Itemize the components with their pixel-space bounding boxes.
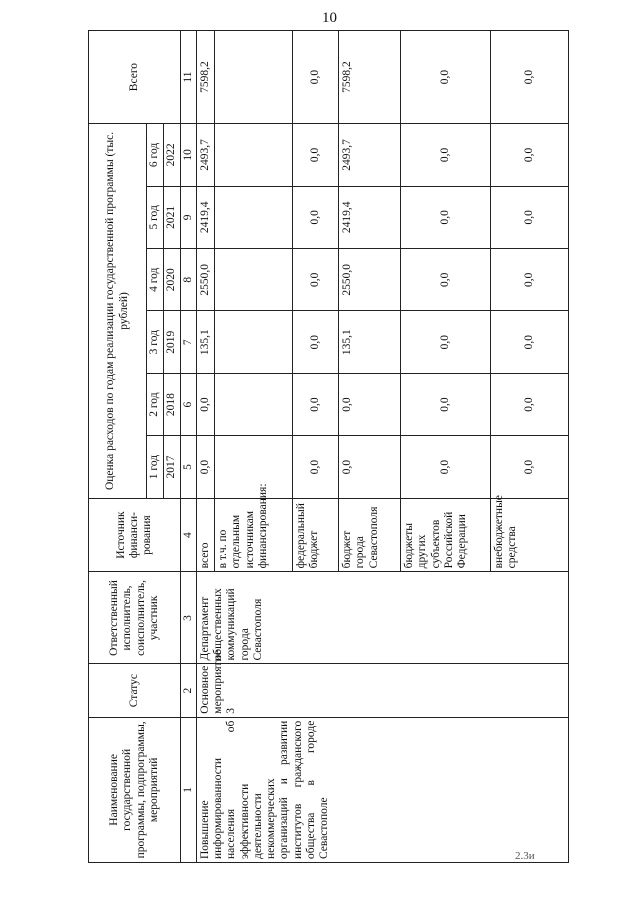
header-row-1: [89, 31, 147, 863]
value-cell: 135,1: [197, 311, 215, 373]
scan-mark: 2.3и: [515, 850, 535, 862]
year-value: 2021: [164, 186, 181, 248]
value-cell: [215, 436, 293, 498]
year-label: 5 год: [147, 186, 164, 248]
year-value: 2022: [164, 124, 181, 186]
financing-table: [88, 30, 569, 863]
value-cell: 0,0: [491, 311, 569, 373]
column-number: 5: [181, 436, 197, 498]
column-number: 9: [181, 186, 197, 248]
value-cell: 0,0: [197, 436, 215, 498]
year-value: 2019: [164, 311, 181, 373]
value-cell: 2493,7: [339, 124, 401, 186]
value-cell: 0,0: [293, 186, 339, 248]
column-number: 6: [181, 373, 197, 435]
value-cell: [215, 373, 293, 435]
year-label: 1 год: [147, 436, 164, 498]
column-number: 10: [181, 124, 197, 186]
source-label: бюджет города Севастополя: [339, 498, 401, 572]
value-cell: 135,1: [339, 311, 401, 373]
header-total: Всего: [89, 31, 181, 124]
value-cell: [215, 311, 293, 373]
value-cell: 0,0: [339, 436, 401, 498]
year-value: 2018: [164, 373, 181, 435]
value-cell: 0,0: [401, 31, 491, 124]
year-value: 2020: [164, 249, 181, 311]
value-cell: 0,0: [401, 311, 491, 373]
page-number: 10: [322, 10, 337, 26]
value-cell: 0,0: [293, 311, 339, 373]
source-label: в т.ч. по отдельным источникам финансирования:: [215, 498, 293, 572]
column-number: 8: [181, 249, 197, 311]
measure-name: Повышение информированности населения об эффективности деятельности некоммерческих организаций и развитии институтов гражданского общества в городе Севастополе: [197, 717, 569, 862]
header-name: Наименование государственной программы, подпрограммы, мероприятий: [89, 717, 181, 862]
measure-executor: Департамент общественных коммуникаций города Севастополя: [197, 572, 569, 664]
value-cell: 2419,4: [197, 186, 215, 248]
value-cell: [215, 31, 293, 124]
source-row-total: [197, 31, 215, 863]
value-cell: 0,0: [401, 373, 491, 435]
value-cell: 2493,7: [197, 124, 215, 186]
value-cell: 0,0: [401, 249, 491, 311]
year-label: 6 год: [147, 124, 164, 186]
header-estimate: Оценка расходов по годам реализации государственной программы (тыс. рублей): [89, 124, 147, 499]
value-cell: 0,0: [491, 186, 569, 248]
value-cell: 7598,2: [197, 31, 215, 124]
value-cell: 0,0: [491, 124, 569, 186]
value-cell: 0,0: [491, 249, 569, 311]
source-label: всего: [197, 498, 215, 572]
value-cell: [215, 249, 293, 311]
value-cell: 0,0: [293, 124, 339, 186]
value-cell: 0,0: [401, 124, 491, 186]
value-cell: 7598,2: [339, 31, 401, 124]
value-cell: 0,0: [491, 31, 569, 124]
value-cell: 2550,0: [339, 249, 401, 311]
header-source: Источник финанси-рования: [89, 498, 181, 572]
measure-status: Основное мероприятие 3: [197, 664, 569, 717]
value-cell: [215, 124, 293, 186]
value-cell: 2419,4: [339, 186, 401, 248]
column-number: 1: [181, 717, 197, 862]
value-cell: 0,0: [293, 31, 339, 124]
source-label: федеральный бюджет: [293, 498, 339, 572]
year-label: 4 год: [147, 249, 164, 311]
source-label: бюджеты других субъектов Российской Федерации: [401, 498, 491, 572]
value-cell: 0,0: [293, 436, 339, 498]
year-value: 2017: [164, 436, 181, 498]
value-cell: 0,0: [401, 186, 491, 248]
value-cell: [215, 186, 293, 248]
column-number: 7: [181, 311, 197, 373]
year-label: 3 год: [147, 311, 164, 373]
header-executor: Ответственный исполнитель, соисполнитель, участник: [89, 572, 181, 664]
value-cell: 0,0: [339, 373, 401, 435]
column-number: 4: [181, 498, 197, 572]
year-label: 2 год: [147, 373, 164, 435]
column-number: 3: [181, 572, 197, 664]
header-status: Статус: [89, 664, 181, 717]
column-number: 11: [181, 31, 197, 124]
rotated-table-wrapper: [88, 30, 568, 863]
column-number: 2: [181, 664, 197, 717]
value-cell: 0,0: [293, 373, 339, 435]
value-cell: 0,0: [293, 249, 339, 311]
value-cell: 0,0: [491, 373, 569, 435]
value-cell: 0,0: [401, 436, 491, 498]
value-cell: 2550,0: [197, 249, 215, 311]
value-cell: 0,0: [491, 436, 569, 498]
column-numbers-row: [181, 31, 197, 863]
value-cell: 0,0: [197, 373, 215, 435]
source-label: внебюджетные средства: [491, 498, 569, 572]
